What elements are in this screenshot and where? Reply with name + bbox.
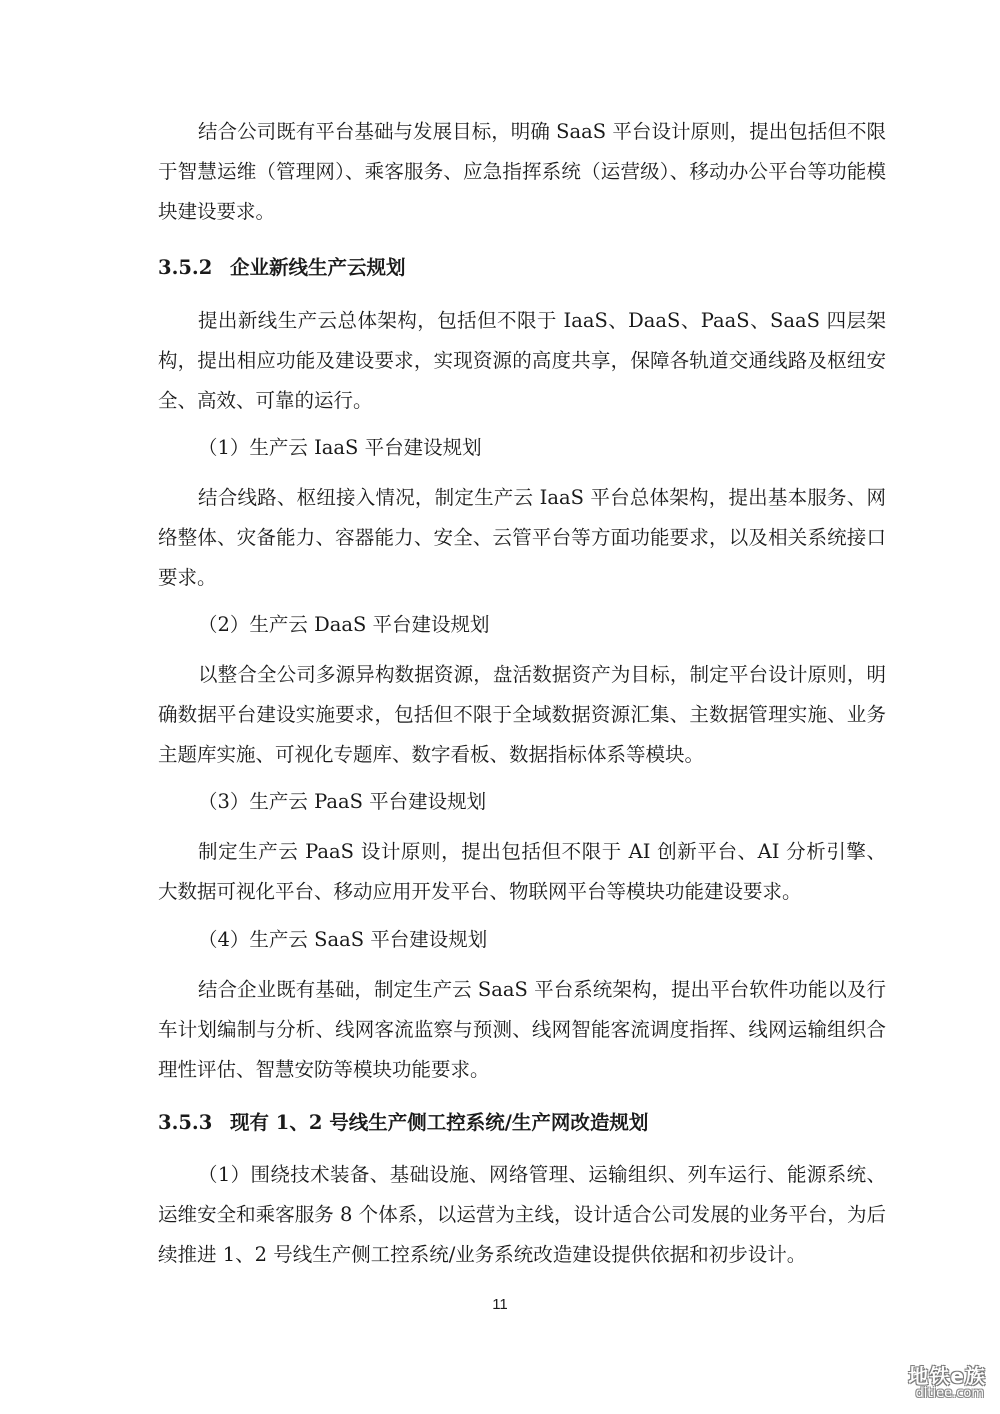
watermark-url: ditiee.com: [915, 1386, 984, 1401]
subheading-daas: （2）生产云 DaaS 平台建设规划: [198, 613, 490, 636]
paragraph-iaas: 结合线路、枢纽接入情况，制定生产云 IaaS 平台总体架构，提出基本服务、网络整体、灾备能力、容器能力、安全、云管平台等方面功能要求，以及相关系统接口要求。: [158, 486, 886, 589]
paragraph-new-line-cloud: 提出新线生产云总体架构，包括但不限于 IaaS、DaaS、PaaS、SaaS 四层架构，提出相应功能及建设要求，实现资源的高度共享，保障各轨道交通线路及枢纽安全、高效、可靠的运行。: [158, 309, 886, 412]
paragraph-saas-principles: 结合公司既有平台基础与发展目标，明确 SaaS 平台设计原则，提出包括但不限于智慧运维（管理网）、乘客服务、应急指挥系统（运营级）、移动办公平台等功能模块建设要求。: [158, 120, 886, 223]
section-heading-3-5-3: [158, 1103, 886, 1143]
subheading-saas: （4）生产云 SaaS 平台建设规划: [198, 928, 488, 951]
watermark-logo: [890, 1360, 990, 1408]
subheading-iaas: （1）生产云 IaaS 平台建设规划: [198, 436, 482, 459]
section-number: 3.5.2: [158, 256, 213, 279]
section-number: 3.5.3: [158, 1111, 213, 1134]
section-heading-3-5-2: [158, 248, 886, 288]
paragraph-line-1-2-reform: （1）围绕技术装备、基础设施、网络管理、运输组织、列车运行、能源系统、运维安全和乘客服务 8 个体系，以运营为主线，设计适合公司发展的业务平台，为后续推进 1、2 号线生产侧工控系统/业务系统改造建设提供依据和初步设计。: [158, 1163, 886, 1266]
paragraph-paas: 制定生产云 PaaS 设计原则，提出包括但不限于 AI 创新平台、AI 分析引擎、大数据可视化平台、移动应用开发平台、物联网平台等模块功能建设要求。: [158, 840, 886, 903]
subheading-paas: （3）生产云 PaaS 平台建设规划: [198, 790, 487, 813]
paragraph-saas: 结合企业既有基础，制定生产云 SaaS 平台系统架构，提出平台软件功能以及行车计划编制与分析、线网客流监察与预测、线网智能客流调度指挥、线网运输组织合理性评估、智慧安防等模块功能要求。: [158, 978, 886, 1081]
section-title: 现有 1、2 号线生产侧工控系统/生产网改造规划: [230, 1111, 649, 1134]
paragraph-daas: 以整合全公司多源异构数据资源，盘活数据资产为目标，制定平台设计原则，明确数据平台建设实施要求，包括但不限于全域数据资源汇集、主数据管理实施、业务主题库实施、可视化专题库、数字看板、数据指标体系等模块。: [158, 663, 886, 766]
section-title: 企业新线生产云规划: [230, 256, 406, 279]
page-number: 11: [492, 1296, 508, 1313]
watermark-text: 地铁e族: [908, 1364, 986, 1388]
